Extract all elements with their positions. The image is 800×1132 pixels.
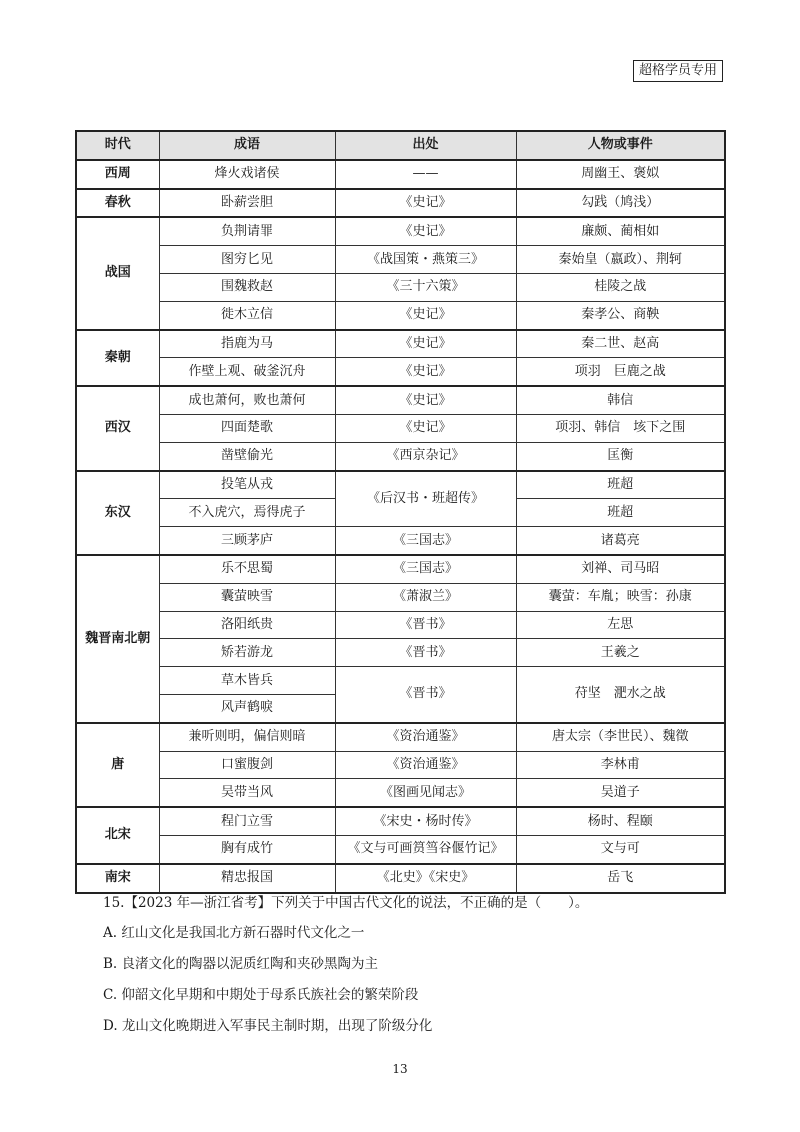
person-cell: 廉颇、蔺相如 [516,217,725,245]
person-cell: 苻坚 淝水之战 [516,667,725,723]
person-cell: 项羽 巨鹿之战 [516,358,725,386]
table-row [76,330,725,358]
person-cell: 王羲之 [516,639,725,667]
idiom-cell: 吴带当风 [159,779,335,807]
table-row [76,611,725,639]
idiom-cell: 投笔从戎 [159,471,335,499]
table-row [76,583,725,611]
person-cell: 唐太宗（李世民）、魏徵 [516,723,725,751]
person-cell: 勾践（鸠浅） [516,189,725,218]
header-idiom: 成语 [159,131,335,160]
idiom-cell: 指鹿为马 [159,330,335,358]
person-cell: 秦二世、赵高 [516,330,725,358]
era-cell: 春秋 [76,189,159,218]
idiom-cell: 负荆请罪 [159,217,335,245]
person-cell: 吴道子 [516,779,725,807]
table-row [76,217,725,245]
source-cell: 《晋书》 [335,667,516,723]
table-row [76,358,725,386]
source-cell: 《宋史・杨时传》 [335,807,516,835]
source-cell: 《北史》《宋史》 [335,864,516,893]
era-cell: 秦朝 [76,330,159,387]
idiom-cell: 四面楚歌 [159,414,335,442]
table-row [76,442,725,470]
idiom-cell: 囊萤映雪 [159,583,335,611]
idiom-cell: 矫若游龙 [159,639,335,667]
source-cell: 《史记》 [335,414,516,442]
option-c: C. 仰韶文化早期和中期处于母系氏族社会的繁荣阶段 [103,987,419,1003]
source-cell: 《文与可画筼筜谷偃竹记》 [335,835,516,863]
person-cell: 班超 [516,499,725,527]
era-cell: 魏晋南北朝 [76,555,159,723]
option-a: A. 红山文化是我国北方新石器时代文化之一 [103,925,365,941]
idiom-cell: 徙木立信 [159,301,335,329]
option-d: D. 龙山文化晚期进入军事民主制时期，出现了阶级分化 [103,1018,433,1034]
table-row [76,751,725,779]
era-cell: 南宋 [76,864,159,893]
source-cell: 《图画见闻志》 [335,779,516,807]
era-cell: 西周 [76,160,159,189]
source-cell: 《萧淑兰》 [335,583,516,611]
idiom-cell: 乐不思蜀 [159,555,335,583]
idiom-cell: 程门立雪 [159,807,335,835]
source-cell: 《后汉书・班超传》 [335,471,516,527]
idiom-cell: 洛阳纸贵 [159,611,335,639]
person-cell: 匡衡 [516,442,725,470]
idiom-cell: 成也萧何，败也萧何 [159,386,335,414]
idiom-cell: 卧薪尝胆 [159,189,335,218]
table-row [76,779,725,807]
table-row [76,555,725,583]
table-row [76,386,725,414]
era-cell: 东汉 [76,471,159,555]
source-cell: 《晋书》 [335,611,516,639]
page-number: 13 [392,1062,408,1076]
idiom-cell: 烽火戏诸侯 [159,160,335,189]
idiom-cell: 口蜜腹剑 [159,751,335,779]
header-source: 出处 [335,131,516,160]
idiom-cell: 凿壁偷光 [159,442,335,470]
person-cell: 桂陵之战 [516,273,725,301]
source-cell: 《晋书》 [335,639,516,667]
source-cell: 《史记》 [335,189,516,218]
source-cell: 《三国志》 [335,555,516,583]
question-stem: 15.【2023 年—浙江省考】下列关于中国古代文化的说法，不正确的是（ ）。 [103,895,589,911]
idiom-cell: 精忠报国 [159,864,335,893]
era-cell: 唐 [76,723,159,807]
source-cell: 《三十六策》 [335,273,516,301]
idiom-cell: 草木皆兵 [159,667,335,695]
table-header-row [76,131,725,160]
source-cell: 《战国策・燕策三》 [335,246,516,274]
idiom-table [75,130,726,894]
person-cell: 左思 [516,611,725,639]
source-cell: 《史记》 [335,301,516,329]
source-cell: 《史记》 [335,217,516,245]
table-row [76,864,725,893]
person-cell: 韩信 [516,386,725,414]
header-person: 人物或事件 [516,131,725,160]
era-cell: 战国 [76,217,159,329]
idiom-cell: 围魏救赵 [159,273,335,301]
source-cell: 《资治通鉴》 [335,751,516,779]
table-row [76,273,725,301]
idiom-cell: 胸有成竹 [159,835,335,863]
idiom-cell: 作壁上观、破釜沉舟 [159,358,335,386]
person-cell: 囊萤：车胤；映雪：孙康 [516,583,725,611]
table-row [76,723,725,751]
table-row [76,189,725,218]
source-cell: —— [335,160,516,189]
source-cell: 《史记》 [335,358,516,386]
table-row [76,414,725,442]
era-cell: 北宋 [76,807,159,864]
idiom-cell: 不入虎穴，焉得虎子 [159,499,335,527]
person-cell: 班超 [516,471,725,499]
person-cell: 周幽王、褒姒 [516,160,725,189]
table-row [76,527,725,555]
idiom-cell: 兼听则明，偏信则暗 [159,723,335,751]
table-row [76,246,725,274]
source-cell: 《资治通鉴》 [335,723,516,751]
table-row [76,160,725,189]
era-cell: 西汉 [76,386,159,470]
idiom-cell: 三顾茅庐 [159,527,335,555]
idiom-cell: 风声鹤唳 [159,694,335,722]
student-only-badge: 超格学员专用 [633,60,723,82]
person-cell: 岳飞 [516,864,725,893]
person-cell: 诸葛亮 [516,527,725,555]
table-row [76,667,725,695]
person-cell: 秦孝公、商鞅 [516,301,725,329]
table-row [76,639,725,667]
person-cell: 文与可 [516,835,725,863]
person-cell: 秦始皇（嬴政）、荆轲 [516,246,725,274]
person-cell: 项羽、韩信 垓下之围 [516,414,725,442]
source-cell: 《三国志》 [335,527,516,555]
option-b: B. 良渚文化的陶器以泥质红陶和夹砂黑陶为主 [103,956,379,972]
person-cell: 刘禅、司马昭 [516,555,725,583]
person-cell: 李林甫 [516,751,725,779]
person-cell: 杨时、程颐 [516,807,725,835]
table-row [76,471,725,499]
idiom-cell: 图穷匕见 [159,246,335,274]
table-row [76,835,725,863]
source-cell: 《西京杂记》 [335,442,516,470]
table-row [76,807,725,835]
source-cell: 《史记》 [335,386,516,414]
source-cell: 《史记》 [335,330,516,358]
table-row [76,301,725,329]
header-era: 时代 [76,131,159,160]
